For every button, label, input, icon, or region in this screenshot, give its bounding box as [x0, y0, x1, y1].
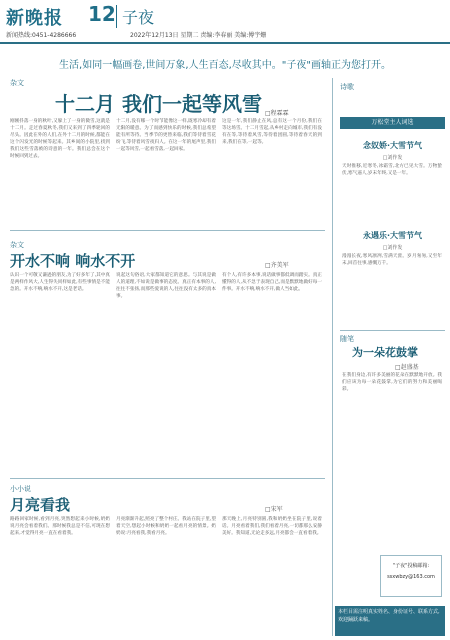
article2-kicker: 杂文 — [10, 241, 24, 249]
submission-box — [380, 555, 442, 597]
poem1-author: □刘作发 — [382, 155, 403, 161]
dateline: 2022年12月13日 星期二 责编:李春丽 美编:傅宇姗 — [130, 32, 267, 39]
article3-byline: □宋军 — [265, 506, 283, 513]
article3-title: 月亮看我 — [10, 496, 71, 514]
essay-byline: □赵盛基 — [395, 364, 419, 371]
article1-byline: □程霖霖 — [265, 110, 289, 117]
poem2-text: 漫漫长夜,寒风凛冽,雪满天涯。岁月匆匆,又至年末,回首往事,感慨万千。 — [342, 254, 442, 266]
submission-label: "子夜"投稿邮箱: — [392, 563, 430, 569]
article1-title: 十二月 我们一起等风雪 — [55, 92, 262, 116]
essay-kicker: 随笔 — [340, 335, 354, 343]
article3-kicker: 小小说 — [10, 485, 31, 493]
article1-text-col1: 刚刚抖落一身的秋叶,又躲上了一身的微雪,这就是十二月。走过春夏秋冬,我们又来到了四季轮回的尽头。因此在外的人们,在外十二月的时候,都能在这个闪发光的时候等起来。其乡间的小院里,找到我们这些雪落被的诗意的一年。我们总会在这个时候回到过去。 — [10, 119, 110, 159]
divider — [10, 478, 325, 479]
essay-text: 在我们身边,有许多美丽的花朵在默默地开放。我们应该为每一朵花鼓掌,为它们的努力和美丽喝彩。 — [342, 373, 442, 392]
masthead — [0, 0, 450, 44]
essay-title: 为一朵花鼓掌 — [352, 346, 418, 359]
tagline: 生活,如同一幅画卷,世间万象,人生百态,尽收其中。"子夜"画轴正为您打开。 — [59, 60, 391, 71]
column-divider — [332, 78, 333, 636]
article1-text-col3: 这是一年,我们静止在风,总有这一个月份,我们在等这场雪。十二月雪起,从乡村走向城市,我们有没有在等,等待着风雪,等待着团圆,等待着春天的到来,我们在等,一起等。 — [222, 119, 322, 145]
article2-text-col2: 说起这句俗语,大家都知道它的意思。与其说是做人的道理,不如说是做事的态度。真正有本事的人,往往不张扬,而那些爱说的人,往往没有太多的真本事。 — [116, 273, 216, 299]
submission-email: ssxwbzy@163.com — [387, 574, 435, 580]
section-title: 子夜 — [116, 5, 154, 28]
poem2-title: 永遇乐·大雪节气 — [362, 231, 423, 240]
article1-kicker: 杂文 — [10, 79, 24, 87]
article2-text-col1: 认识一个可敬又谦逊的朋友,为了好多年了,其中真是两样作风大,人生得失同样如此,有些事情是不能急的。开水不响,响水不开,这是老话。 — [10, 273, 110, 292]
article1-text-col2: 十二月,没有哪一个时节能像这一样,既寒冷却有着无限的暖意。为了而感到快乐的时候,我们总希望能有所等待。当季节的更替来临,我们等待着雪花纷飞,等待着风雪夜归人。在这一年的尾声里,我们一起等风雪,一起看雪落,一起回家。 — [116, 119, 216, 152]
divider — [340, 330, 445, 331]
sidebar-kicker: 诗歌 — [340, 83, 354, 91]
article2-title: 开水不响 响水不开 — [10, 252, 136, 270]
poem1-title: 念奴娇·大雪节气 — [362, 141, 423, 150]
poem2-author: □刘作发 — [382, 245, 403, 251]
poem1-text: 天时推移,近寒冬,冰霜雪,北方已见大雪。万物蛰伏,寒气逼人,岁末年终,又是一年。 — [342, 164, 442, 176]
divider — [10, 230, 325, 231]
footer-note: 本栏目需注明真实姓名、身份证号、联系方式,欢迎踊跃来稿。 — [335, 606, 445, 636]
article3-text-col2: 月亮渐渐升起,照亮了整个村庄。我站在院子里,望着天空,想起小时候和奶奶一起看月亮的情景。奶奶说:月亮看我,我看月亮。 — [116, 517, 216, 536]
article3-text-col1: 路路回家时候,看到月亮,突然想起来小时候,奶奶说月亮会看着我们。那时候我总是不信,可现在想起来,才觉得月亮一直在看着我。 — [10, 517, 110, 536]
poem-box-title: 万松堂主人词选 — [340, 117, 445, 129]
article2-byline: □齐美军 — [265, 262, 289, 269]
page-number: 12 — [88, 2, 116, 26]
article2-text-col3: 有个人,有许多本事,说话做事都低调而踏实。真正懂得的人,从不急于表现自己,而是默默地做好每一件事。开水不响,响水不开,做人当如此。 — [222, 273, 322, 292]
article3-text-col3: 那天晚上,月亮特别圆,我和奶奶坐在院子里,说着话。月亮看着我们,我们看着月亮,一切都那么安静美好。我知道,无论走多远,月亮都会一直看着我。 — [222, 517, 322, 536]
news-hotline: 新闻热线:0451-4286666 — [6, 32, 77, 39]
newspaper-logo: 新晚报 — [6, 8, 63, 29]
